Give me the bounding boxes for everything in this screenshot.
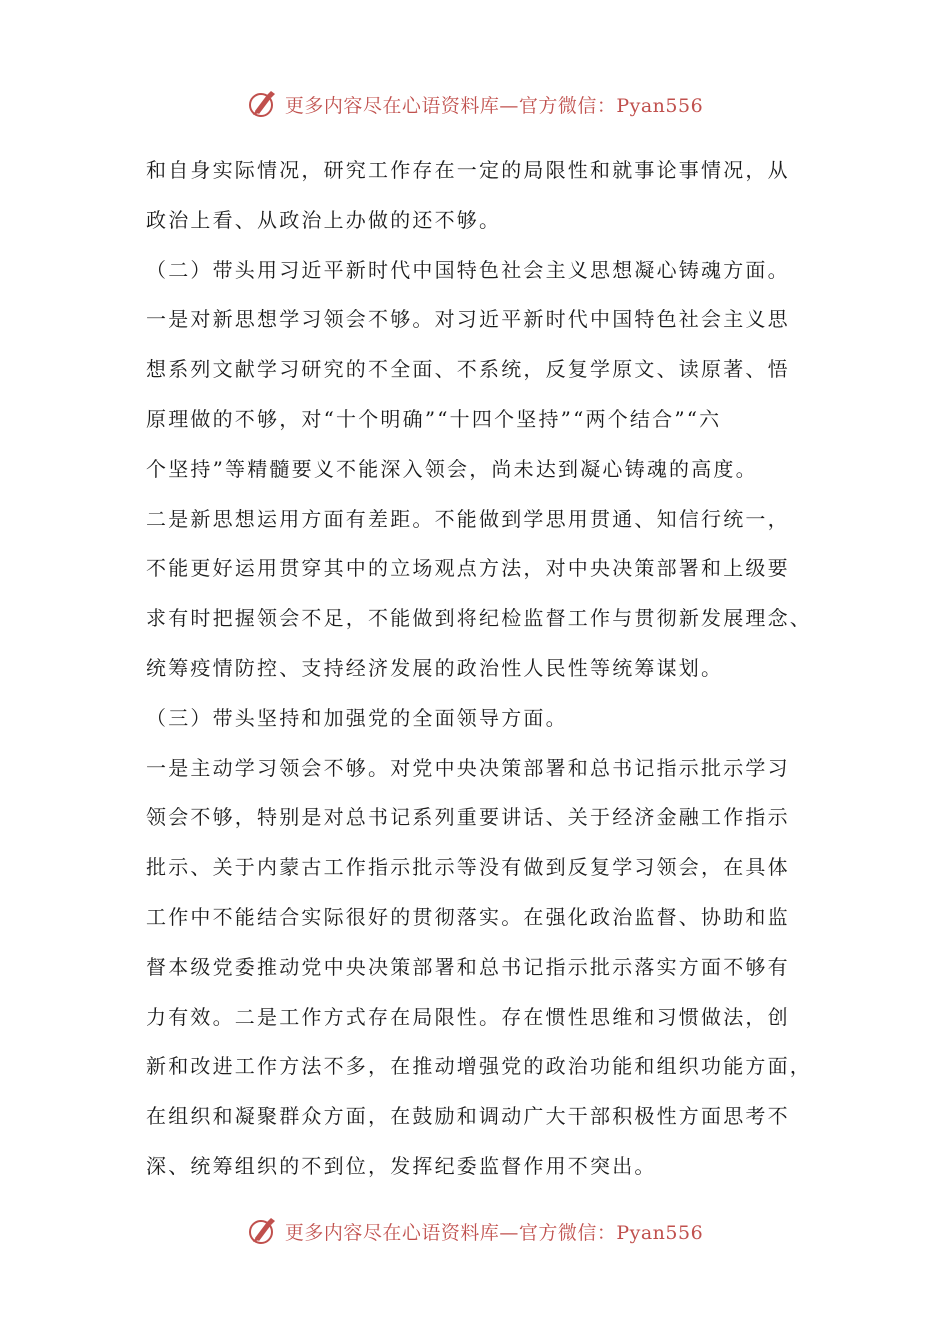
text-line: 一是主动学习领会不够。对党中央决策部署和总书记指示批示学习 (146, 755, 790, 780)
text-line: 原理做的不够，对“十个明确”“十四个坚持”“两个结合”“六 (146, 406, 722, 431)
text-line: 想系列文献学习研究的不全面、不系统，反复学原文、读原著、悟 (146, 357, 790, 382)
text-line: 批示、关于内蒙古工作指示批示等没有做到反复学习领会，在具体 (146, 855, 790, 880)
text-line: 和自身实际情况，研究工作存在一定的局限性和就事论事情况，从 (146, 158, 790, 182)
text-line: 统筹疫情防控、支持经济发展的政治性人民性等统筹谋划。 (146, 655, 724, 680)
text-line: 工作中不能结合实际很好的贯彻落实。在强化政治监督、协助和监 (146, 904, 790, 929)
text-line: 政治上看、从政治上办做的还不够。 (146, 207, 502, 232)
text-line: 领会不够，特别是对总书记系列重要讲话、关于经济金融工作指示 (146, 805, 790, 830)
text-line: 督本级党委推动党中央决策部署和总书记指示批示落实方面不够有 (146, 954, 790, 979)
pen-nib-circle-icon (247, 1216, 277, 1246)
section-heading: （二）带头用习近平新时代中国特色社会主义思想凝心铸魂方面。 (146, 257, 790, 282)
text-line: 在组织和凝聚群众方面，在鼓励和调动广大干部积极性方面思考不 (146, 1104, 790, 1129)
text-line: 一是对新思想学习领会不够。对习近平新时代中国特色社会主义思 (146, 307, 790, 332)
section-heading: （三）带头坚持和加强党的全面领导方面。 (146, 705, 568, 730)
document-body (146, 146, 836, 1192)
footer-banner (0, 1211, 950, 1251)
text-line: 新和改进工作方法不多，在推动增强党的政治功能和组织功能方面， (146, 1054, 812, 1079)
text-line: 个坚持”等精髓要义不能深入领会，尚未达到凝心铸魂的高度。 (146, 456, 758, 481)
header-banner-text: 更多内容尽在心语资料库—官方微信：Pyan556 (284, 94, 704, 117)
text-line: 深、统筹组织的不到位，发挥纪委监督作用不突出。 (146, 1153, 657, 1178)
header-banner (0, 84, 950, 124)
text-line: 求有时把握领会不足，不能做到将纪检监督工作与贯彻新发展理念、 (146, 606, 812, 631)
pen-nib-circle-icon (247, 89, 277, 119)
text-line: 二是新思想运用方面有差距。不能做到学思用贯通、知信行统一， (146, 506, 790, 531)
footer-banner-text: 更多内容尽在心语资料库—官方微信：Pyan556 (284, 1221, 704, 1244)
text-line: 不能更好运用贯穿其中的立场观点方法，对中央决策部署和上级要 (146, 556, 790, 581)
text-line: 力有效。二是工作方式存在局限性。存在惯性思维和习惯做法，创 (146, 1004, 790, 1029)
